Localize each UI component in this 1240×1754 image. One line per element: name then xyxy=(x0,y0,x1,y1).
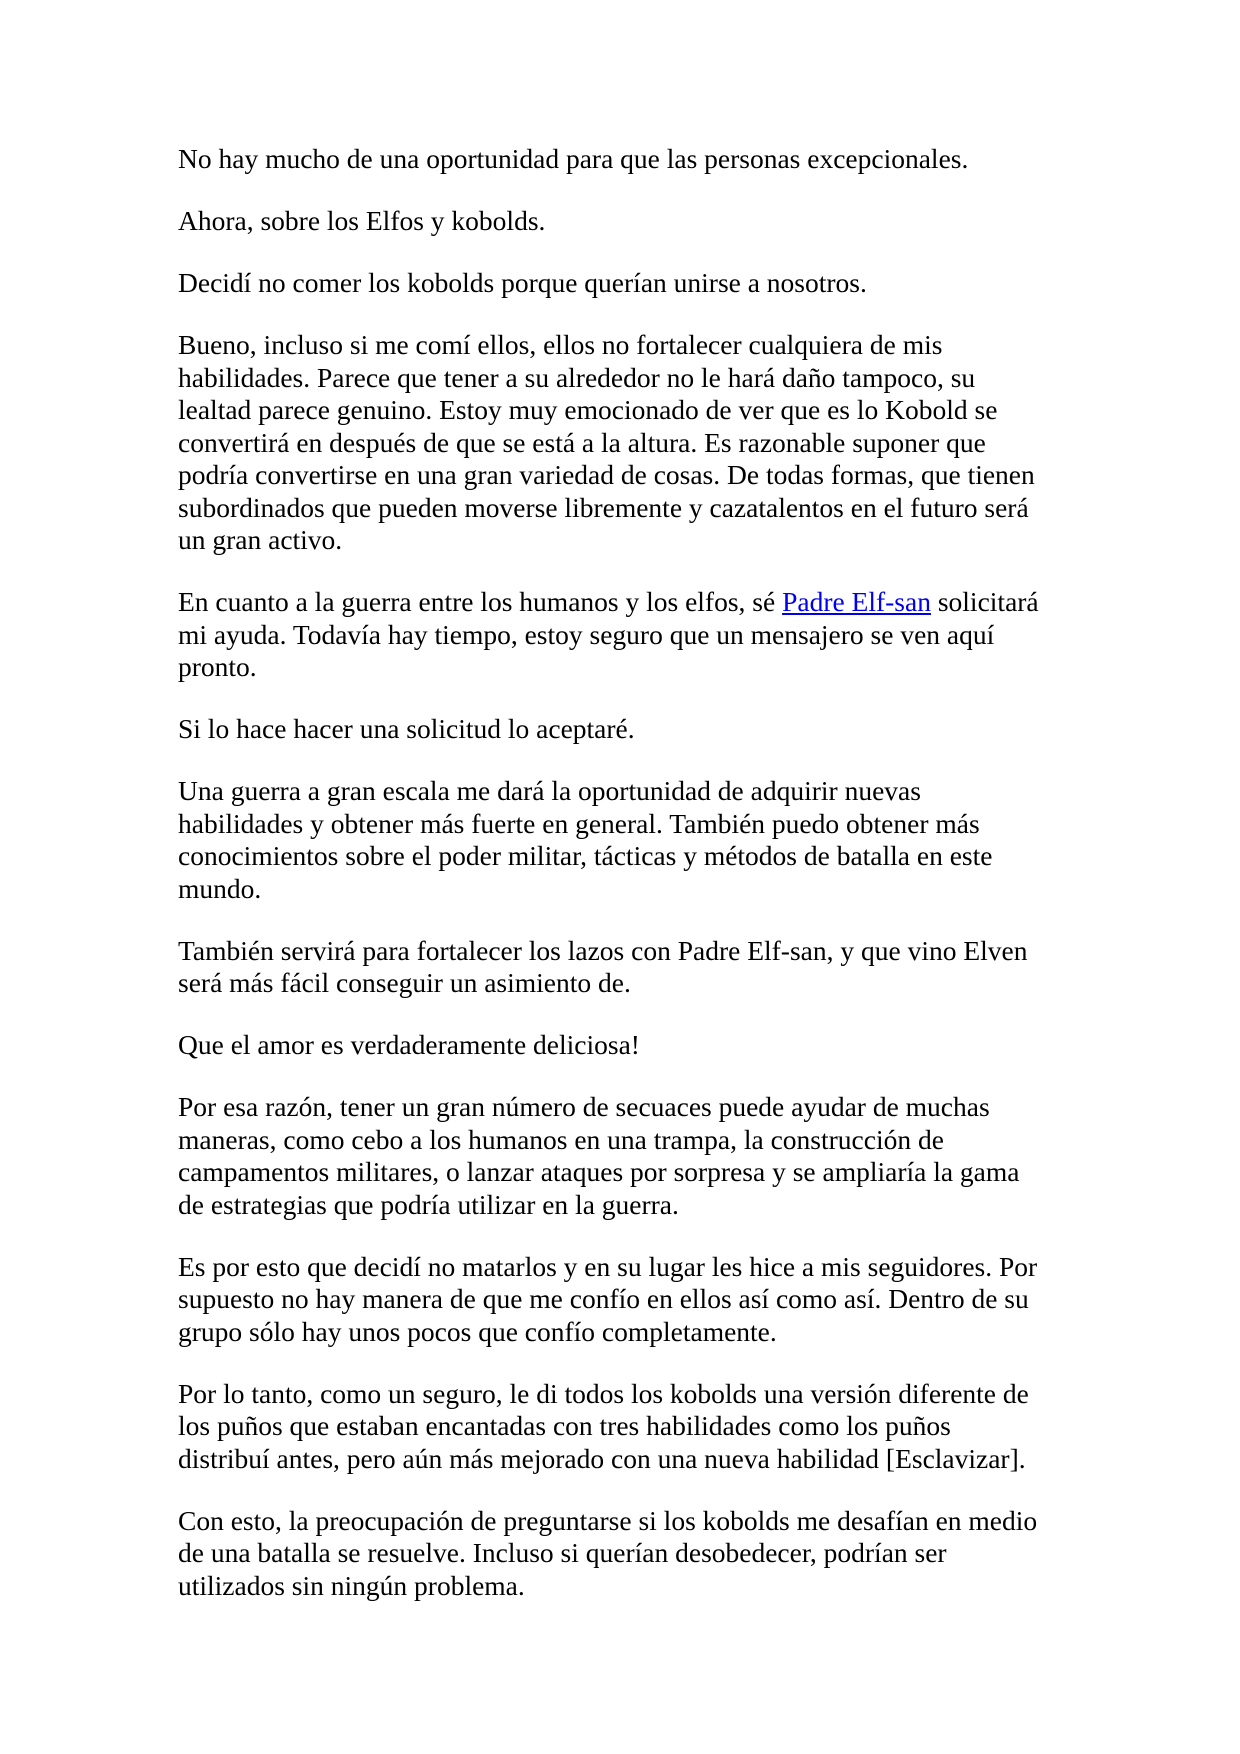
paragraph-2 xyxy=(178,205,1078,238)
paragraph-12 xyxy=(178,1378,1078,1476)
document-body xyxy=(178,143,1078,1632)
text-segment: solicitará xyxy=(930,586,1039,617)
text-line: campamentos militares, o lanzar ataques por sorpresa y se ampliaría la gama xyxy=(178,1156,1020,1187)
text-line: Por lo tanto, como un seguro, le di todos los kobolds una versión diferente de xyxy=(178,1377,1029,1409)
text-line: También servirá para fortalecer los lazos con Padre Elf-san, y que vino Elven xyxy=(178,934,1028,966)
paragraph-1 xyxy=(178,143,1078,176)
paragraph-10 xyxy=(178,1091,1078,1221)
text-line: Bueno, incluso si me comí ellos, ellos no fortalecer cualquiera de mis xyxy=(178,329,943,360)
paragraph-4 xyxy=(178,329,1078,557)
paragraph-8 xyxy=(178,935,1078,1000)
text-line: No hay mucho de una oportunidad para que las personas excepcionales. xyxy=(178,143,969,174)
padre-elf-san-link[interactable]: Padre Elf-san xyxy=(782,586,931,617)
text-line: mi ayuda. Todavía hay tiempo, estoy seguro que un mensajero se ven aquí xyxy=(178,618,995,650)
text-line: subordinados que pueden moverse libremente y cazatalentos en el futuro será xyxy=(178,491,1029,523)
text-line: habilidades y obtener más fuerte en general. También puedo obtener más xyxy=(178,807,980,839)
text-line: utilizados sin ningún problema. xyxy=(178,1569,525,1601)
text-line: conocimientos sobre el poder militar, tácticas y métodos de batalla en este xyxy=(178,840,993,871)
text-line: será más fácil conseguir un asimiento de. xyxy=(178,967,631,998)
text-line: distribuí antes, pero aún más mejorado con una nueva habilidad [Esclavizar]. xyxy=(178,1442,1026,1474)
paragraph-7 xyxy=(178,775,1078,905)
text-segment: En cuanto a la guerra entre los humanos y los elfos, sé xyxy=(178,586,783,617)
text-line: Es por esto que decidí no matarlos y en su lugar les hice a mis seguidores. Por xyxy=(178,1250,1038,1282)
text-line: de estrategias que podría utilizar en la guerra. xyxy=(178,1188,679,1220)
text-line: podría convertirse en una gran variedad de cosas. De todas formas, que tienen xyxy=(178,459,1035,490)
text-line: pronto. xyxy=(178,651,257,682)
text-line: Decidí no comer los kobolds porque querían unirse a nosotros. xyxy=(178,267,867,298)
text-line: Una guerra a gran escala me dará la oportunidad de adquirir nuevas xyxy=(178,775,921,806)
text-line: lealtad parece genuino. Estoy muy emocionado de ver que es lo Kobold se xyxy=(178,394,998,425)
text-line: Con esto, la preocupación de preguntarse si los kobolds me desafían en medio xyxy=(178,1504,1038,1536)
paragraph-3 xyxy=(178,267,1078,300)
text-line xyxy=(178,586,1078,619)
text-line: Si lo hace hacer una solicitud lo aceptaré. xyxy=(178,713,635,744)
text-line: supuesto no hay manera de que me confío en ellos así como así. Dentro de su xyxy=(178,1283,1029,1314)
text-line: Por esa razón, tener un gran número de secuaces puede ayudar de muchas xyxy=(178,1091,990,1122)
text-line: Ahora, sobre los Elfos y kobolds. xyxy=(178,205,546,236)
paragraph-11 xyxy=(178,1251,1078,1349)
text-line: un gran activo. xyxy=(178,524,343,555)
text-line: de una batalla se resuelve. Incluso si querían desobedecer, podrían ser xyxy=(178,1537,947,1568)
text-line: los puños que estaban encantadas con tres habilidades como los puños xyxy=(178,1410,951,1441)
paragraph-5 xyxy=(178,586,1078,684)
text-line: mundo. xyxy=(178,872,262,904)
text-line: Que el amor es verdaderamente deliciosa! xyxy=(178,1029,640,1060)
text-line: convertirá en después de que se está a la altura. Es razonable suponer que xyxy=(178,426,986,458)
paragraph-13 xyxy=(178,1505,1078,1603)
paragraph-9 xyxy=(178,1029,1078,1062)
text-line: habilidades. Parece que tener a su alrededor no le hará daño tampoco, su xyxy=(178,361,976,393)
text-line: grupo sólo hay unos pocos que confío completamente. xyxy=(178,1315,777,1347)
text-line: maneras, como cebo a los humanos en una trampa, la construcción de xyxy=(178,1123,944,1155)
paragraph-6 xyxy=(178,713,1078,746)
